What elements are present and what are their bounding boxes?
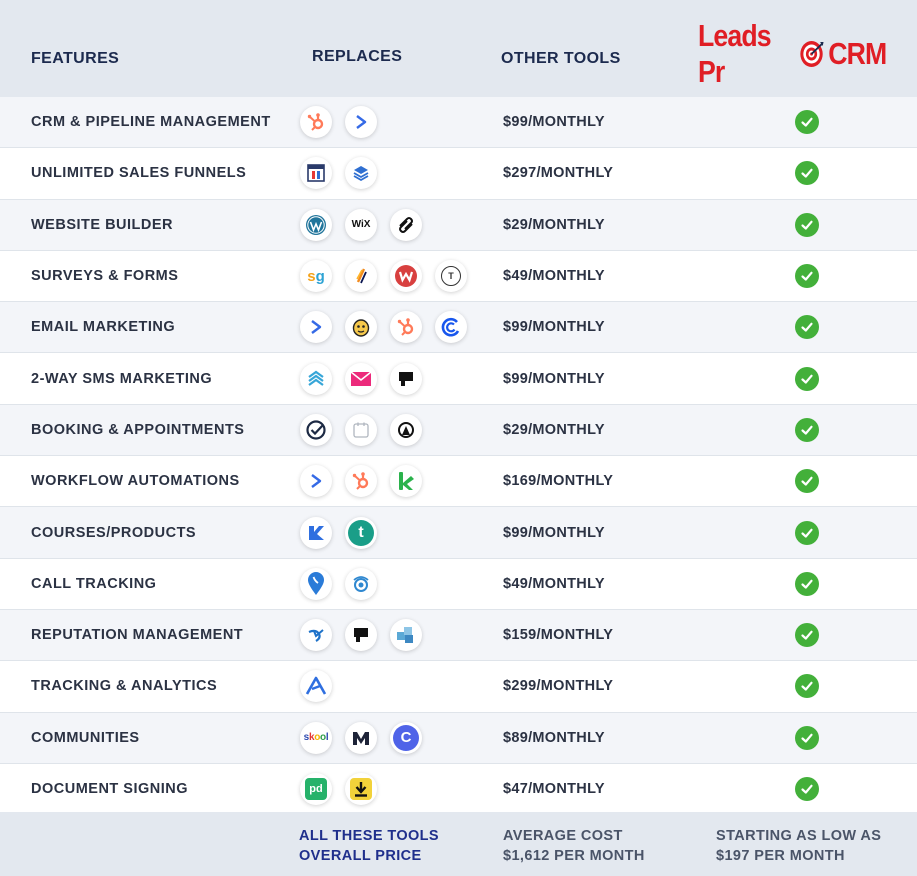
birdeye-icon: [300, 619, 332, 651]
check-icon: [795, 315, 819, 339]
table-row: [0, 353, 917, 404]
check-icon: [795, 521, 819, 545]
table-header: [0, 0, 917, 97]
activecampaign-icon: [345, 106, 377, 138]
circle-c-icon: C: [390, 722, 422, 754]
podium-icon: [345, 619, 377, 651]
table-row: [0, 97, 917, 148]
price-label: $169/MONTHLY: [503, 473, 614, 490]
calendar-icon: [345, 414, 377, 446]
price-label: $47/MONTHLY: [503, 781, 605, 797]
price-label: $99/MONTHLY: [503, 370, 605, 387]
envelope-icon: [345, 363, 377, 395]
replaced-tools: [300, 517, 377, 549]
feature-label: EMAIL MARKETING: [31, 319, 176, 336]
typeform-icon: T: [435, 260, 467, 292]
average-cost-label: [503, 826, 645, 866]
layers-chevron-icon: [300, 363, 332, 395]
mailchimp-icon: [345, 311, 377, 343]
table-row: [0, 456, 917, 507]
replaced-tools: [300, 260, 467, 292]
download-icon: [345, 773, 377, 805]
replaced-tools: [300, 209, 422, 241]
wordpress-icon: [300, 209, 332, 241]
target-icon: [799, 39, 825, 69]
price-label: $99/MONTHLY: [503, 114, 605, 131]
feature-label: SURVEYS & FORMS: [31, 268, 179, 285]
low-line-1: STARTING AS LOW AS: [716, 828, 882, 844]
feature-label: TRACKING & ANALYTICS: [31, 678, 218, 695]
table-row: [0, 661, 917, 712]
table-row: [0, 148, 917, 199]
feature-label: COMMUNITIES: [31, 729, 140, 746]
podium-icon: [390, 363, 422, 395]
tools-line-2: OVERALL PRICE: [299, 848, 422, 864]
table-row: [0, 713, 917, 764]
replaced-tools: [300, 722, 422, 754]
price-label: $297/MONTHLY: [503, 165, 614, 182]
check-icon: [795, 418, 819, 442]
replaced-tools: [300, 157, 377, 189]
table-row: [0, 559, 917, 610]
replaced-tools: [300, 414, 422, 446]
brand-logo-left: Leads Pr: [698, 18, 771, 89]
table-row: [0, 507, 917, 558]
pandadoc-icon: pd: [300, 773, 332, 805]
feature-label: CALL TRACKING: [31, 575, 157, 592]
tools-line-1: ALL THESE TOOLS: [299, 828, 440, 844]
acuity-icon: [390, 414, 422, 446]
tools-overall-label: [299, 826, 439, 866]
feature-label: WORKFLOW AUTOMATIONS: [31, 473, 240, 490]
features-heading: FEATURES: [31, 50, 120, 67]
price-label: $89/MONTHLY: [503, 729, 605, 746]
replaced-tools: [300, 670, 332, 702]
price-label: $99/MONTHLY: [503, 524, 605, 541]
replaced-tools: [300, 465, 422, 497]
analytics-a-icon: [300, 670, 332, 702]
hubspot-icon: [300, 106, 332, 138]
hubspot-icon: [345, 465, 377, 497]
teachable-icon: t: [345, 517, 377, 549]
mighty-icon: [345, 722, 377, 754]
jotform-icon: [345, 260, 377, 292]
check-icon: [795, 161, 819, 185]
check-icon: [795, 469, 819, 493]
check-icon: [795, 726, 819, 750]
table-row: [0, 405, 917, 456]
puzzle-icon: [390, 619, 422, 651]
replaced-tools: [300, 363, 422, 395]
skool-icon: skool: [300, 722, 332, 754]
avg-line-1: AVERAGE COST: [503, 828, 623, 844]
price-label: $99/MONTHLY: [503, 319, 605, 336]
squarespace-icon: [390, 209, 422, 241]
comparison-rows: [0, 97, 917, 815]
table-row: [0, 302, 917, 353]
feature-label: COURSES/PRODUCTS: [31, 524, 197, 541]
price-label: $29/MONTHLY: [503, 216, 605, 233]
replaces-heading: REPLACES: [312, 48, 403, 65]
low-line-2: $197 PER MONTH: [716, 848, 845, 864]
price-label: $159/MONTHLY: [503, 627, 614, 644]
feature-label: REPUTATION MANAGEMENT: [31, 627, 244, 644]
wix-icon: WiX: [345, 209, 377, 241]
activecampaign-icon: [300, 465, 332, 497]
check-icon: [795, 572, 819, 596]
clickfunnels-icon: [300, 157, 332, 189]
check-icon: [795, 110, 819, 134]
price-label: $299/MONTHLY: [503, 678, 614, 695]
replaced-tools: [300, 568, 377, 600]
check-icon: [795, 777, 819, 801]
check-icon: [795, 623, 819, 647]
replaced-tools: [300, 311, 467, 343]
ringcentral-icon: [345, 568, 377, 600]
price-label: $49/MONTHLY: [503, 268, 605, 285]
activecampaign-icon: [300, 311, 332, 343]
feature-label: 2-WAY SMS MARKETING: [31, 370, 213, 387]
starting-price-label: [716, 826, 881, 866]
table-row: [0, 610, 917, 661]
check-icon: [795, 264, 819, 288]
feature-label: WEBSITE BUILDER: [31, 216, 174, 233]
check-icon: [795, 674, 819, 698]
table-row: [0, 764, 917, 815]
replaced-tools: [300, 619, 422, 651]
wufoo-icon: [390, 260, 422, 292]
feature-label: DOCUMENT SIGNING: [31, 781, 189, 797]
check-icon: [795, 213, 819, 237]
check-icon: [795, 367, 819, 391]
surveygizmo-icon: sg: [300, 260, 332, 292]
price-label: $49/MONTHLY: [503, 575, 605, 592]
replaced-tools: [300, 773, 377, 805]
price-label: $29/MONTHLY: [503, 421, 605, 438]
brand-logo-right: CRM: [828, 36, 887, 71]
feature-label: UNLIMITED SALES FUNNELS: [31, 165, 247, 182]
table-row: [0, 200, 917, 251]
stack-layers-icon: [345, 157, 377, 189]
other-tools-heading: OTHER TOOLS: [501, 50, 621, 67]
hubspot-icon: [390, 311, 422, 343]
avg-line-2: $1,612 PER MONTH: [503, 848, 645, 864]
constantcontact-icon: [435, 311, 467, 343]
table-row: [0, 251, 917, 302]
brand-logo: [698, 18, 887, 89]
table-footer: [0, 812, 917, 876]
callrail-icon: [300, 568, 332, 600]
replaced-tools: [300, 106, 377, 138]
feature-label: BOOKING & APPOINTMENTS: [31, 421, 245, 438]
keap-icon: [390, 465, 422, 497]
calendly-icon: [300, 414, 332, 446]
feature-label: CRM & PIPELINE MANAGEMENT: [31, 114, 271, 131]
kajabi-icon: [300, 517, 332, 549]
